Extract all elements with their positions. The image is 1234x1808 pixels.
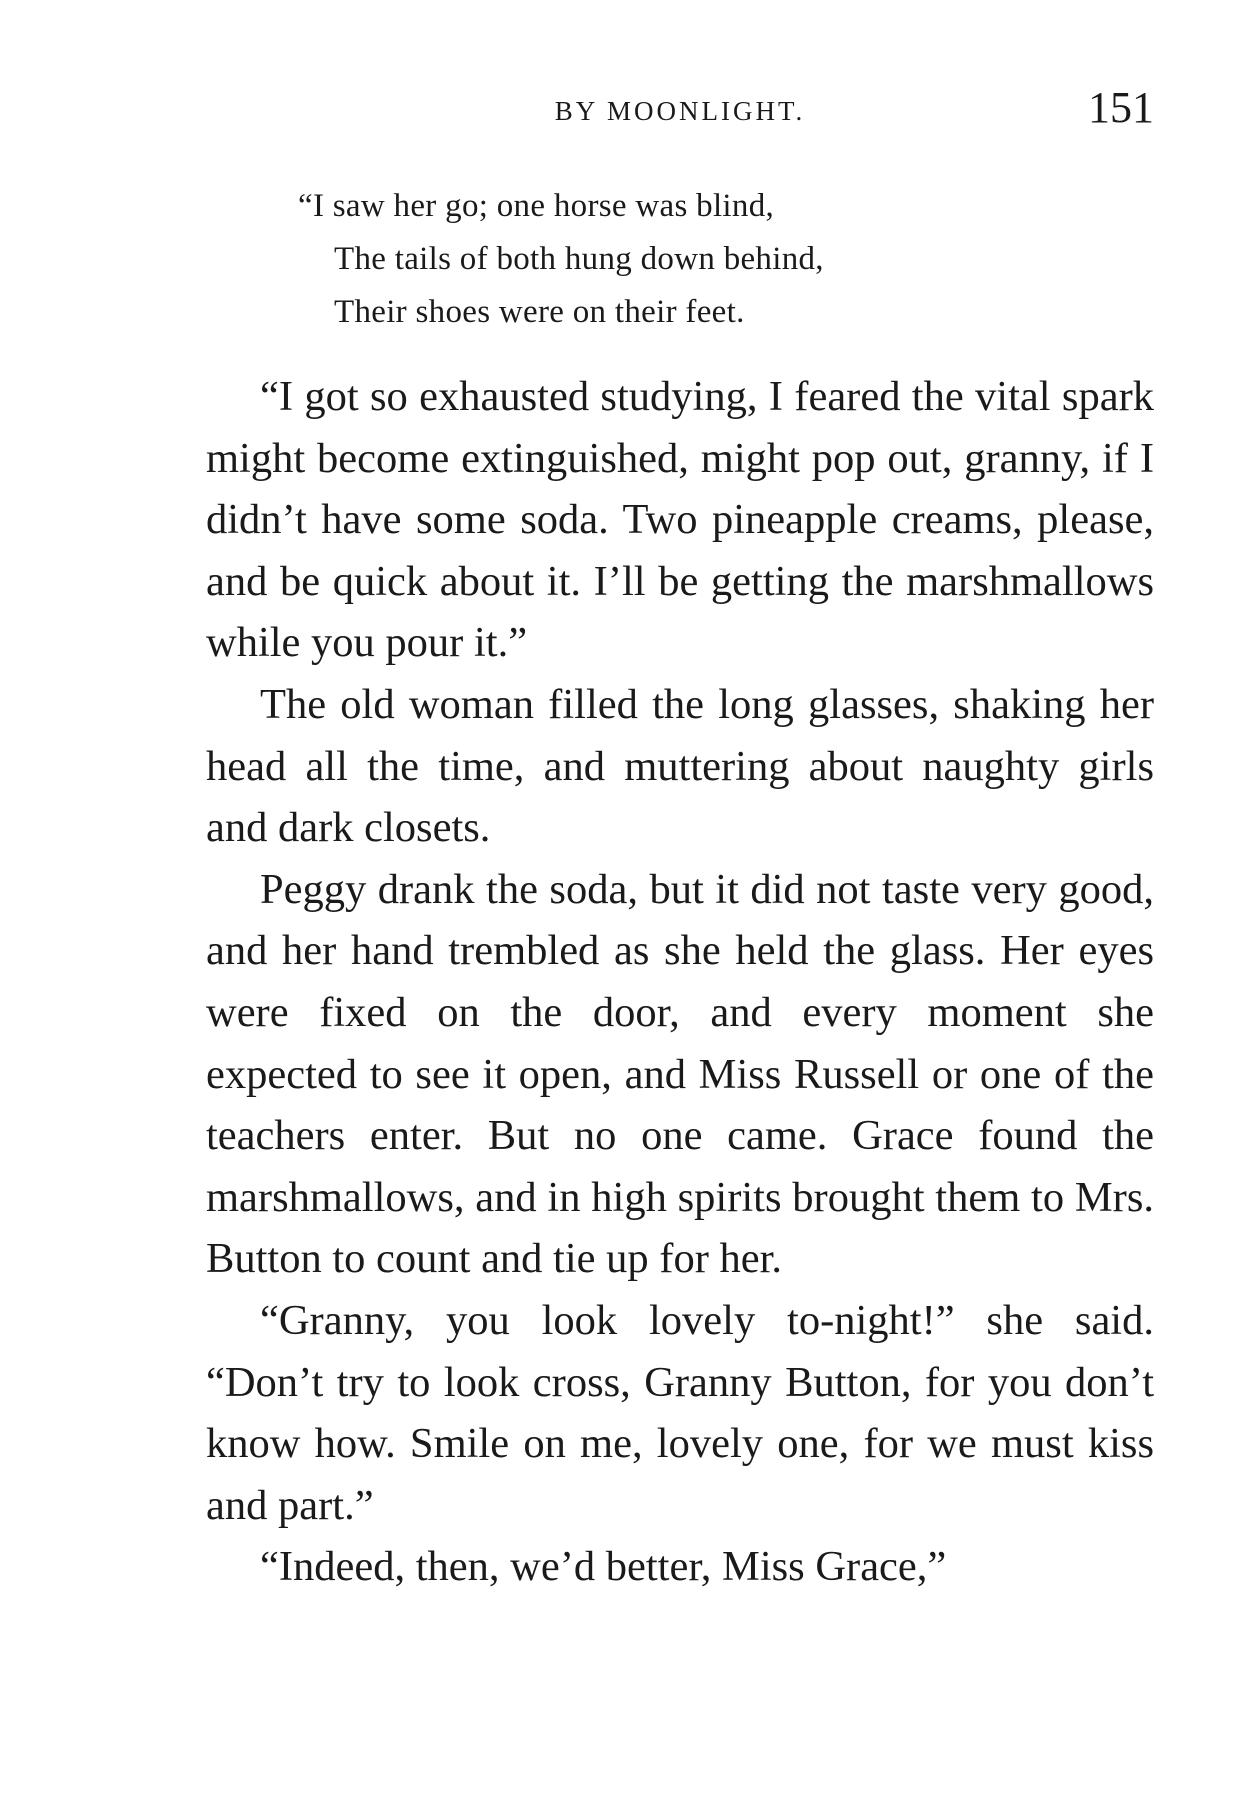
verse-line: “I saw her go; one horse was blind,: [298, 188, 775, 224]
body-text: [206, 366, 1154, 1598]
running-head: [206, 82, 1154, 142]
verse-line: The tails of both hung down behind,: [334, 241, 824, 277]
verse-quotation: [298, 180, 824, 339]
paragraph: “Indeed, then, we’d better, Miss Grace,”: [260, 1543, 947, 1591]
paragraph: The old woman filled the long glasses, shaking her head all the time, and muttering about naughty girls and dark closets.: [206, 680, 1154, 852]
paragraph: “Granny, you look lovely to-night!” she said. “Don’t try to look cross, Granny Button, for you don’t know how. Smile on me, lovely one, for we must kiss and part.”: [206, 1296, 1154, 1529]
paragraph: “I got so exhausted studying, I feared the vital spark might become extinguished, might pop out, granny, if I didn’t have some soda. Two pineapple creams, please, and be quick about it. I’ll be getting the marshmallows while you pour it.”: [206, 373, 1154, 667]
running-title: BY MOONLIGHT.: [554, 96, 806, 126]
paragraph: Peggy drank the soda, but it did not taste very good, and her hand trembled as she held the glass. Her eyes were fixed on the door, and every moment she expected to see it open, and Miss Russell or one of the teachers enter. But no one came. Grace found the marshmallows, and in high spirits brought them to Mrs. Button to count and tie up for her.: [206, 865, 1154, 1283]
verse-line: Their shoes were on their feet.: [334, 294, 745, 330]
page-number: 151: [1088, 83, 1154, 132]
